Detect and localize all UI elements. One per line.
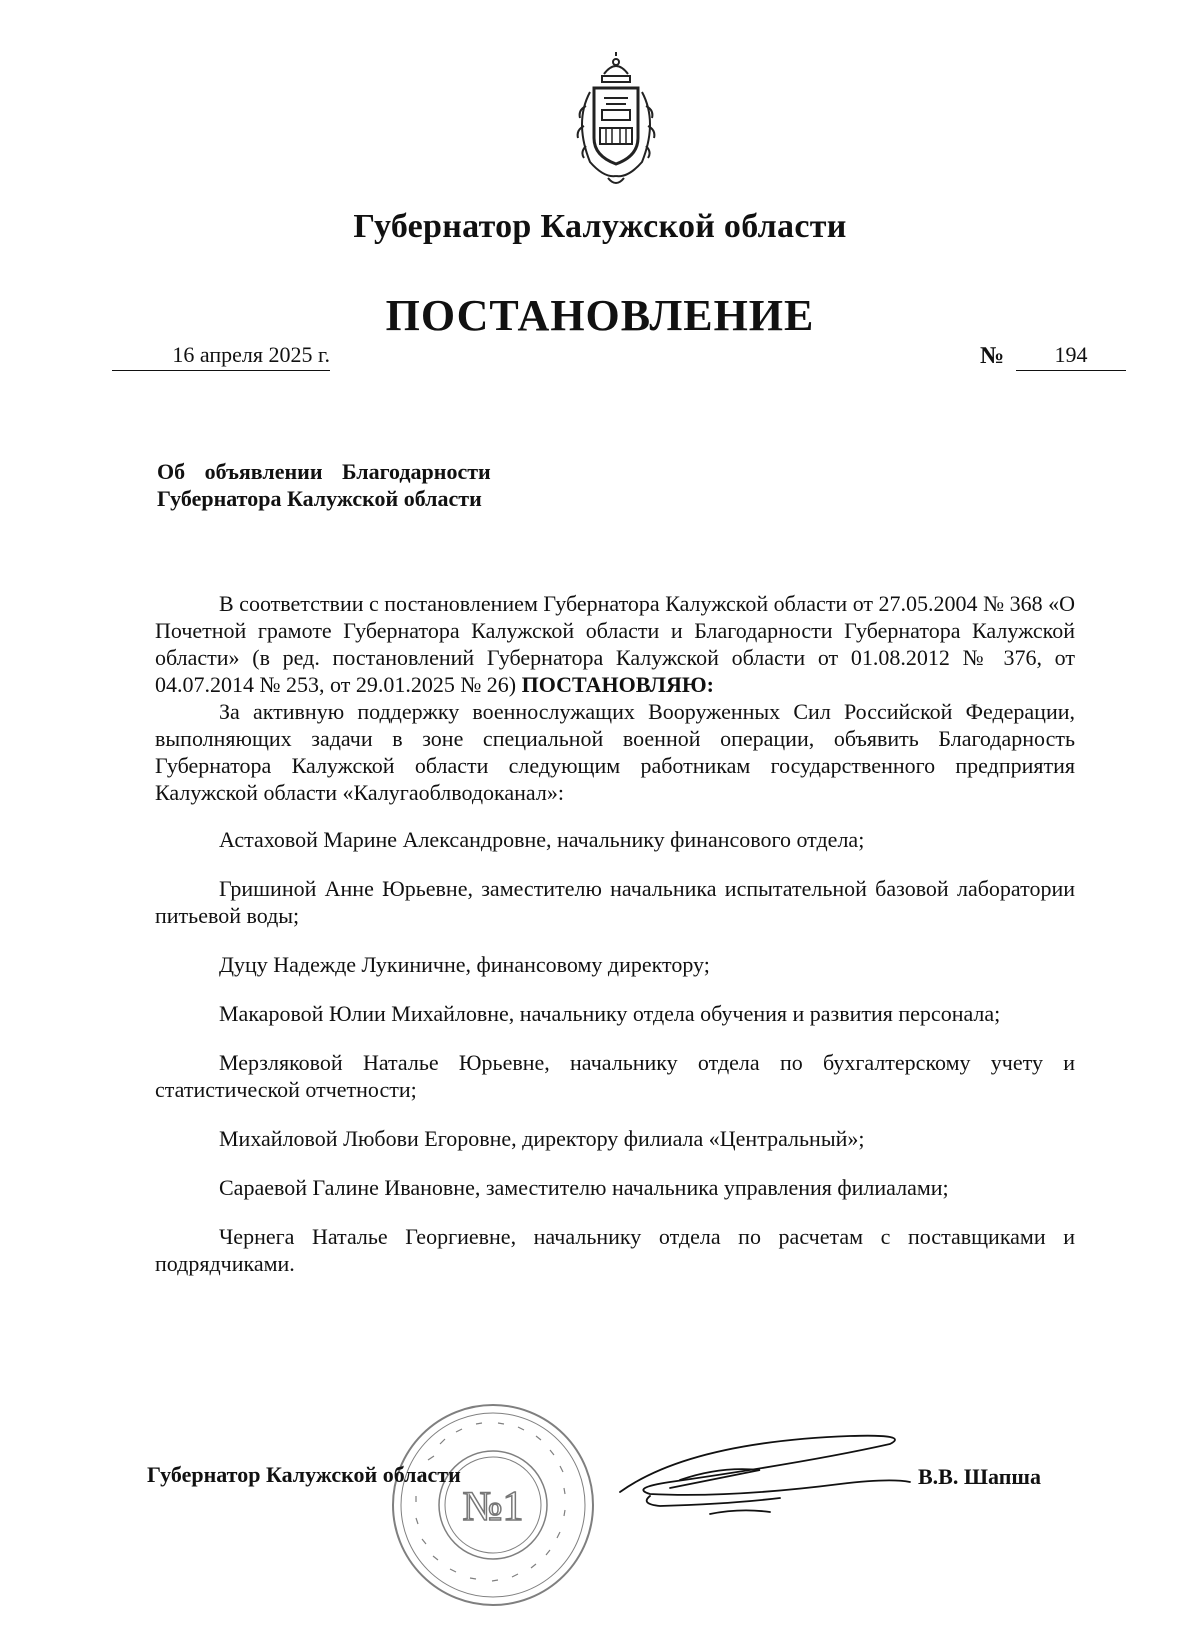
intro-paragraph: За активную поддержку военнослужащих Вооруженных Сил Российской Федерации, выполняющих задачи в зоне специальной военной операции, объявить Благодарность Губернатора Калужской области следующим работникам государственного предприятия Калужской области «Калугаоблводоканал»:	[155, 699, 1075, 805]
signatory-name: В.В. Шапша	[918, 1464, 1041, 1489]
recipient-item: Гришиной Анне Юрьевне, заместителю начальника испытательной базовой лаборатории питьевой воды;	[155, 876, 1075, 928]
recipient-item: Михайловой Любови Егоровне, директору филиала «Центральный»;	[219, 1126, 865, 1151]
recipient-item: Мерзляковой Наталье Юрьевне, начальнику отдела по бухгалтерскому учету и статистической отчетности;	[155, 1050, 1075, 1102]
preamble-paragraph	[155, 590, 1075, 698]
document-date: 16 апреля 2025 г.	[112, 342, 330, 371]
coat-of-arms-icon	[556, 52, 676, 192]
recipient-item: Чернега Наталье Георгиевне, начальнику отдела по расчетам с поставщиками и подрядчиками.	[155, 1224, 1075, 1276]
stamp-number: №1	[462, 1484, 524, 1530]
subject-line-1: Об объявлении Благодарности	[157, 459, 491, 484]
document-subject	[157, 458, 577, 512]
document-type-title: ПОСТАНОВЛЕНИЕ	[385, 291, 815, 340]
handwritten-signature-icon	[610, 1422, 940, 1532]
recipient-item: Макаровой Юлии Михайловне, начальнику отдела обучения и развития персонала;	[219, 1001, 1001, 1026]
recipient-item: Сараевой Галине Ивановне, заместителю начальника управления филиалами;	[219, 1175, 949, 1200]
resolve-word: ПОСТАНОВЛЯЮ:	[521, 672, 714, 697]
issuing-authority: Губернатор Калужской области	[353, 208, 847, 245]
signatory-title: Губернатор Калужской области	[147, 1462, 461, 1487]
document-body	[155, 590, 1075, 1277]
document-number-block	[980, 342, 1126, 372]
subject-line-2: Губернатора Калужской области	[157, 486, 482, 511]
recipient-item: Дуцу Надежде Лукиничне, финансовому директору;	[219, 952, 710, 977]
recipient-item: Астаховой Марине Александровне, начальнику финансового отдела;	[219, 827, 865, 852]
number-sign: №	[980, 343, 1005, 369]
official-stamp-icon	[388, 1400, 598, 1610]
document-number: 194	[1016, 342, 1126, 371]
preamble-text: В соответствии с постановлением Губернатора Калужской области от 27.05.2004 № 368 «О Почетной грамоте Губернатора Калужской области и Благодарности Губернатора Калужской области» (в ред. постановлений Губернатора Калужской области от 01.08.2012 № 376, от 04.07.2014 № 253, от 29.01.2025 № 26)	[155, 591, 1075, 697]
